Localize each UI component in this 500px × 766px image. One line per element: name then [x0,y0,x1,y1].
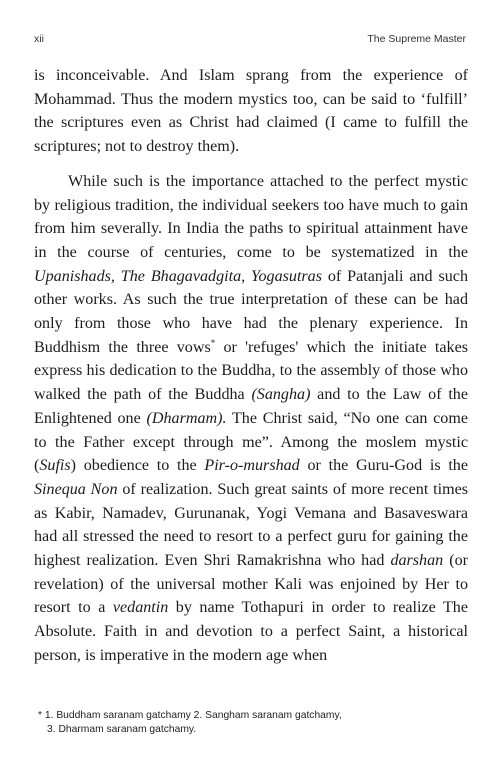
text-run: ) obedience to the [70,457,205,475]
text-run: of realization. Such great saints of more recent times as Kabir, Namadev, Gurunanak, Yogi Vemana and Basaveswara had all stressed the need to resort to a perfect guru for gaining the highest realization. Even Shri Ramakrishna who had [34,480,468,570]
text-run: The Christ said, “No one can come to the Father except through me”. Among the moslem mystic ( [34,409,468,475]
italic-term: Sufis [39,457,71,475]
italic-term: (Sangha) [251,386,311,404]
text-run: or the Guru-God is the [299,457,468,475]
text-run: (or revelation) of the universal mother Kali was enjoined by Her to resort to a [34,552,469,617]
text-run: While such is the importance attached to the perfect mystic by religious tradition, the individual seekers too have much to gain from him severally. In India the paths to spiritual attainment have in the course of centuries, come to be systematized in the [34,172,468,261]
text-run: of Patanjali and such other works. As such the true interpretation of these can be had only from those who have had the plenary experience. In Buddhism the three vows [34,267,468,356]
text-run: or 'refuges' which the initiate takes express his dedication to the Buddha, to the assembly of those who walked the path of the Buddha [34,338,468,404]
italic-term: (Dharmam). [146,409,227,427]
page-number: xii [34,33,44,45]
italic-term: Sinequa Non [34,480,118,498]
footnote [38,709,468,737]
text-run: and to the Law of the Enlightened one [34,386,468,427]
text-run: by name Tothapuri in order to realize The Absolute. Faith in and devotion to a perfect Saint, a historical person, is imperative in the modern age when [34,599,469,664]
italic-term: Pir-o-murshad [204,457,300,475]
italic-term: darshan [390,552,444,570]
body-text [34,64,468,679]
text-run: is inconceivable. And Islam sprang from the experience of Mohammad. Thus the modern mystics too, can be said to ‘fulfill’ the scriptures even as Christ had claimed (I came to fulfill the scriptures; not to destroy them). [34,67,468,156]
page-header [34,33,466,47]
italic-term: vedantin [112,599,169,617]
footnote-marker: * [210,337,216,348]
italic-term: Upanishads, The Bhagavadgita, Yogasutras [34,267,322,285]
paragraph-perfect-mystic [34,170,468,668]
footnote-line: 3. Dharmam saranam gatchamy. [47,724,197,735]
running-title: The Supreme Master [367,33,466,45]
footnote-line: * 1. Buddham saranam gatchamy 2. Sangham saranam gatchamy, [38,710,342,721]
paragraph-continued [34,64,468,159]
